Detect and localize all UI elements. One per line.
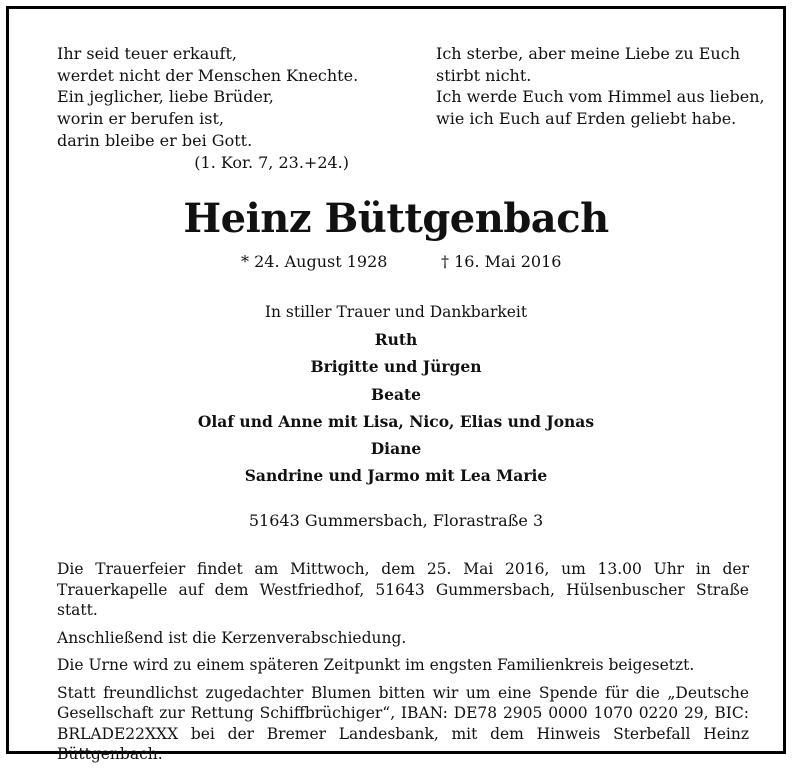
info-paragraph: Anschließend ist die Kerzenverabschiedung.	[57, 628, 407, 647]
obituary-notice	[6, 6, 786, 763]
birth-date: * 24. August 1928	[241, 252, 388, 271]
bible-verse	[57, 43, 387, 173]
verse-line: Ein jeglicher, liebe Brüder,	[57, 87, 274, 107]
quote-line: Ich sterbe, aber meine Liebe zu Euch	[436, 44, 740, 63]
mourner-name: Sandrine und Jarmo mit Lea Marie	[244, 466, 548, 486]
mourner-name: Ruth	[374, 330, 418, 350]
verse-line: worin er berufen ist,	[57, 109, 224, 129]
mourner-name: Brigitte und Jürgen	[310, 357, 482, 377]
funeral-information	[57, 559, 749, 772]
verse-reference: (1. Kor. 7, 23.+24.)	[194, 152, 349, 172]
farewell-quote	[436, 43, 766, 130]
deceased-name: Heinz Büttgenbach	[183, 195, 609, 242]
mourner-name: Diane	[370, 439, 422, 459]
mourners-list	[9, 299, 783, 489]
family-address: 51643 Gummersbach, Florastraße 3	[248, 511, 544, 530]
verse-line: werdet nicht der Menschen Knechte.	[57, 65, 359, 85]
verse-line: Ihr seid teuer erkauft,	[57, 44, 237, 63]
mourners-intro: In stiller Trauer und Dankbarkeit	[264, 303, 528, 321]
quote-line: Ich werde Euch vom Himmel aus lieben,	[436, 87, 765, 107]
quote-line: stirbt nicht.	[436, 65, 532, 85]
mourner-name: Olaf und Anne mit Lisa, Nico, Elias und Jonas	[197, 411, 595, 431]
mourner-name: Beate	[370, 384, 422, 404]
info-paragraph: Die Urne wird zu einem späteren Zeitpunkt im engsten Familienkreis beigesetzt.	[57, 656, 695, 674]
info-paragraph: Statt freundlichst zugedachter Blumen bitten wir um eine Spende für die „Deutsche Gesellschaft zur Rettung Schiffbrüchiger“, IBAN: DE78 2905 0000 1070 0220 29, BIC: BRLADE22XXX bei der Bremer Landesbank, mit dem Hinweis Sterbefall Heinz Büttgenbach.	[57, 683, 749, 763]
verse-line: darin bleibe er bei Gott.	[57, 130, 253, 150]
death-date: † 16. Mai 2016	[441, 252, 562, 271]
info-paragraph: Die Trauerfeier findet am Mittwoch, dem 25. Mai 2016, um 13.00 Uhr in der Trauerkapelle auf dem Westfriedhof, 51643 Gummersbach, Hülsenbuscher Straße statt.	[57, 560, 749, 619]
quote-line: wie ich Euch auf Erden geliebt habe.	[436, 109, 737, 129]
